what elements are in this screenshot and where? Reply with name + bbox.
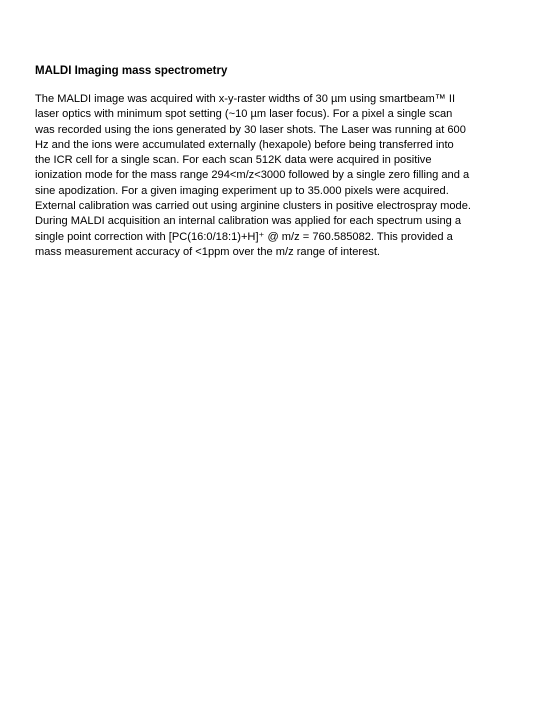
paragraph-line: single point correction with [PC(16:0/18:1)+H]⁺ @ m/z = 760.585082. This provided a xyxy=(35,230,453,243)
section-heading: MALDI Imaging mass spectrometry xyxy=(35,65,228,77)
paragraph-line: ionization mode for the mass range 294<m/z<3000 followed by a single zero filling and a xyxy=(35,169,470,182)
body-paragraph xyxy=(35,92,513,260)
paragraph-line: During MALDI acquisition an internal calibration was applied for each spectrum using a xyxy=(35,215,462,228)
paragraph-line: Hz and the ions were accumulated externally (hexapole) before being transferred into xyxy=(35,138,454,151)
paragraph-line: External calibration was carried out using arginine clusters in positive electrospray mode. xyxy=(35,200,471,213)
paragraph-line: laser optics with minimum spot setting (~10 µm laser focus). For a pixel a single scan xyxy=(35,108,453,121)
paragraph-line: was recorded using the ions generated by 30 laser shots. The Laser was running at 600 xyxy=(35,123,466,136)
paragraph-line: The MALDI image was acquired with x-y-raster widths of 30 µm using smartbeam™ II xyxy=(35,93,456,105)
paragraph-line: mass measurement accuracy of <1ppm over the m/z range of interest. xyxy=(35,245,380,258)
paragraph-line: the ICR cell for a single scan. For each scan 512K data were acquired in positive xyxy=(35,154,432,167)
paragraph-line: sine apodization. For a given imaging experiment up to 35.000 pixels were acquired. xyxy=(35,184,449,197)
document-content xyxy=(35,64,513,260)
